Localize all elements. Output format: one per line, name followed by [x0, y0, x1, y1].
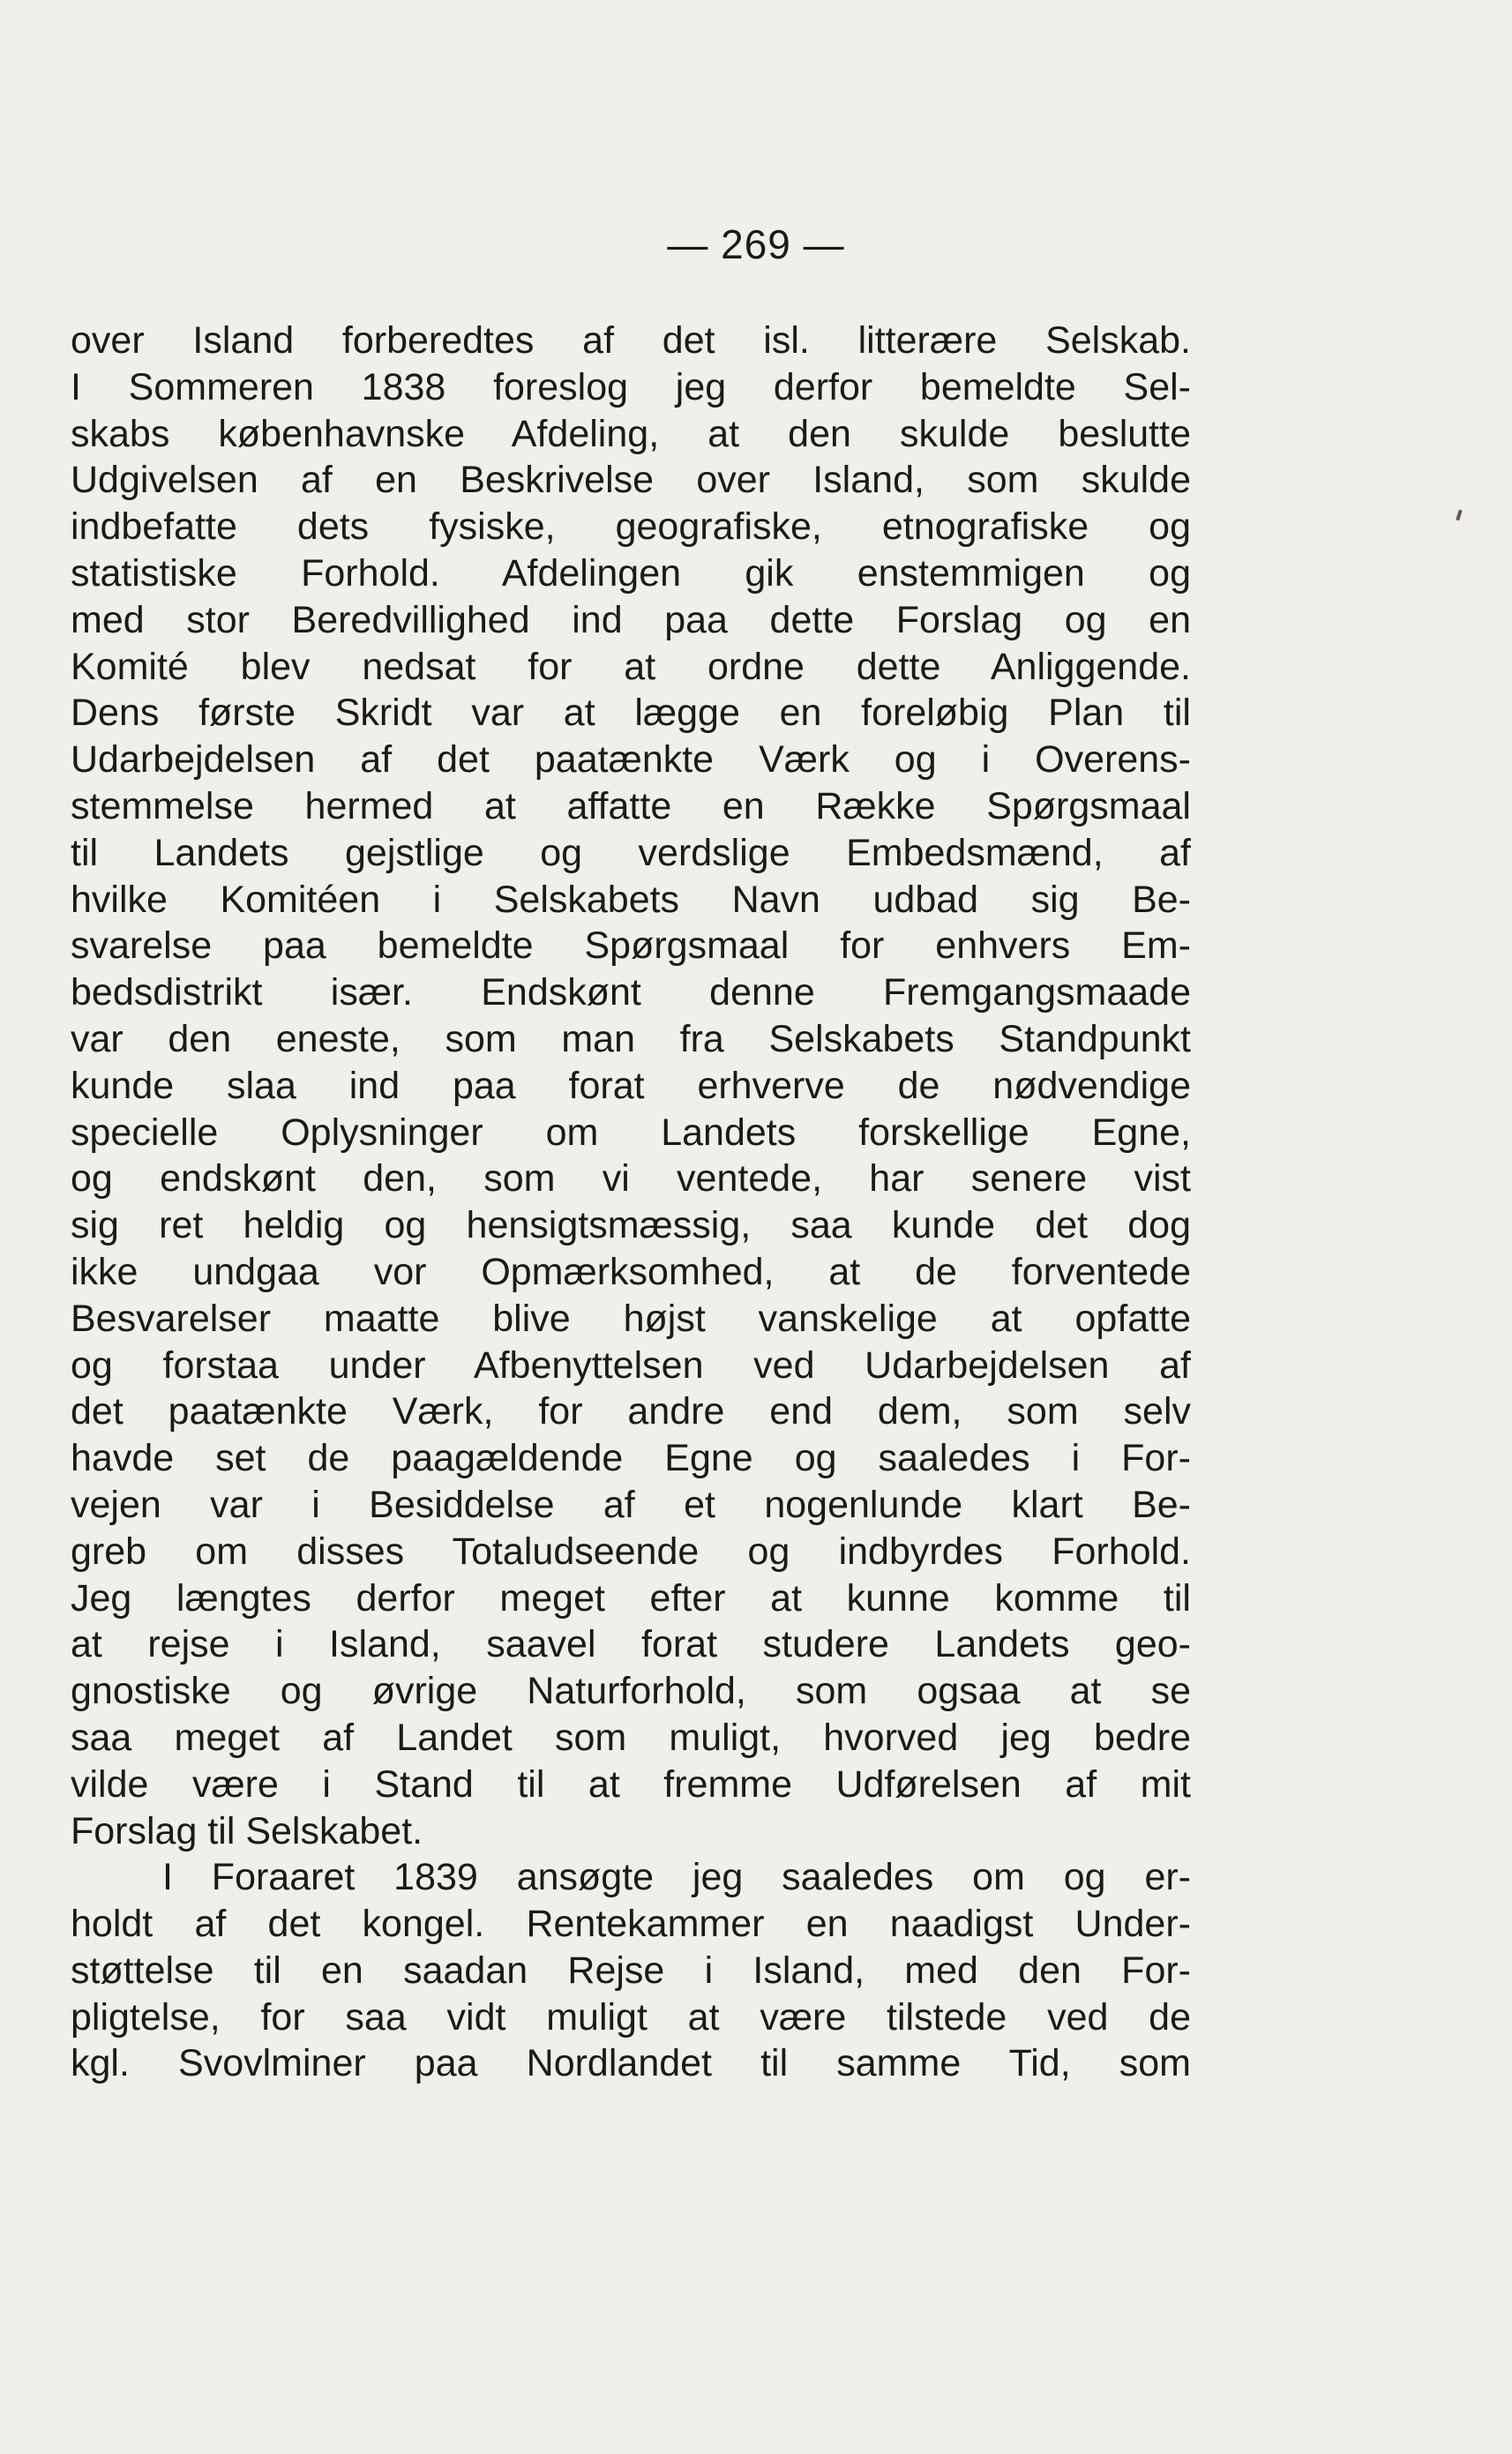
text-line: Jeg længtes derfor meget efter at kunne komme til [71, 1576, 1191, 1620]
text-line: stemmelse hermed at affatte en Række Spørgsmaal [71, 784, 1191, 827]
text-line: vejen var i Besiddelse af et nogenlunde klart Be- [71, 1483, 1191, 1526]
page-number: — 269 — [667, 221, 845, 267]
text-line: Besvarelser maatte blive højst vanskelige at opfatte [71, 1297, 1191, 1340]
body-text [71, 318, 1191, 2087]
text-line: hvilke Komitéen i Selskabets Navn udbad sig Be- [71, 878, 1191, 921]
text-line: skabs københavnske Afdeling, at den skulde beslutte [71, 412, 1191, 455]
text-line: I Foraaret 1839 ansøgte jeg saaledes om og er- [162, 1856, 1191, 1899]
text-line: til Landets gejstlige og verdslige Embedsmænd, af [71, 831, 1191, 874]
text-line: og endskønt den, som vi ventede, har senere vist [71, 1157, 1191, 1201]
text-line: kgl. Svovlminer paa Nordlandet til samme Tid, som [71, 2042, 1191, 2085]
text-line: Komité blev nedsat for at ordne dette Anliggende. [71, 645, 1191, 688]
text-line: statistiske Forhold. Afdelingen gik enstemmigen og [71, 551, 1191, 595]
text-line: svarelse paa bemeldte Spørgsmaal for enhvers Em- [71, 924, 1191, 968]
text-line: og forstaa under Afbenyttelsen ved Udarbejdelsen af [71, 1343, 1191, 1387]
text-line: Dens første Skridt var at lægge en foreløbig Plan til [71, 692, 1191, 735]
text-line: at rejse i Island, saavel forat studere Landets geo- [71, 1623, 1191, 1666]
text-line: I Sommeren 1838 foreslog jeg derfor bemeldte Sel- [71, 365, 1191, 408]
text-line: Udarbejdelsen af det paatænkte Værk og i Overens- [71, 738, 1191, 782]
text-line: støttelse til en saadan Rejse i Island, med den For- [71, 1949, 1191, 1992]
text-line: bedsdistrikt især. Endskønt denne Fremgangsmaade [71, 971, 1191, 1014]
text-line: over Island forberedtes af det isl. litterære Selskab. [71, 319, 1191, 362]
text-line: det paatænkte Værk, for andre end dem, som selv [71, 1390, 1191, 1433]
margin-speck [1456, 510, 1463, 521]
text-line: greb om disses Totaludseende og indbyrdes Forhold. [71, 1530, 1191, 1573]
text-line: pligtelse, for saa vidt muligt at være tilstede ved de [71, 1995, 1191, 2039]
text-line: indbefatte dets fysiske, geografiske, etnografiske og [71, 505, 1191, 549]
text-line: var den eneste, som man fra Selskabets Standpunkt [71, 1017, 1191, 1060]
text-line: Udgivelsen af en Beskrivelse over Island, som skulde [71, 459, 1191, 502]
text-line: havde set de paagældende Egne og saaledes i For- [71, 1437, 1191, 1480]
text-line: holdt af det kongel. Rentekammer en naadigst Under- [71, 1903, 1191, 1946]
text-line: Forslag til Selskabet. [71, 1809, 423, 1852]
text-line: kunde slaa ind paa forat erhverve de nødvendige [71, 1064, 1191, 1107]
text-line: vilde være i Stand til at fremme Udførelsen af mit [71, 1762, 1191, 1806]
text-line: saa meget af Landet som muligt, hvorved jeg bedre [71, 1716, 1191, 1759]
text-line: gnostiske og øvrige Naturforhold, som ogsaa at se [71, 1670, 1191, 1713]
text-line: specielle Oplysninger om Landets forskellige Egne, [71, 1111, 1191, 1154]
text-line: sig ret heldig og hensigtsmæssig, saa kunde det dog [71, 1204, 1191, 1247]
text-line: ikke undgaa vor Opmærksomhed, at de forventede [71, 1250, 1191, 1293]
text-line: med stor Beredvillighed ind paa dette Forslag og en [71, 598, 1191, 641]
